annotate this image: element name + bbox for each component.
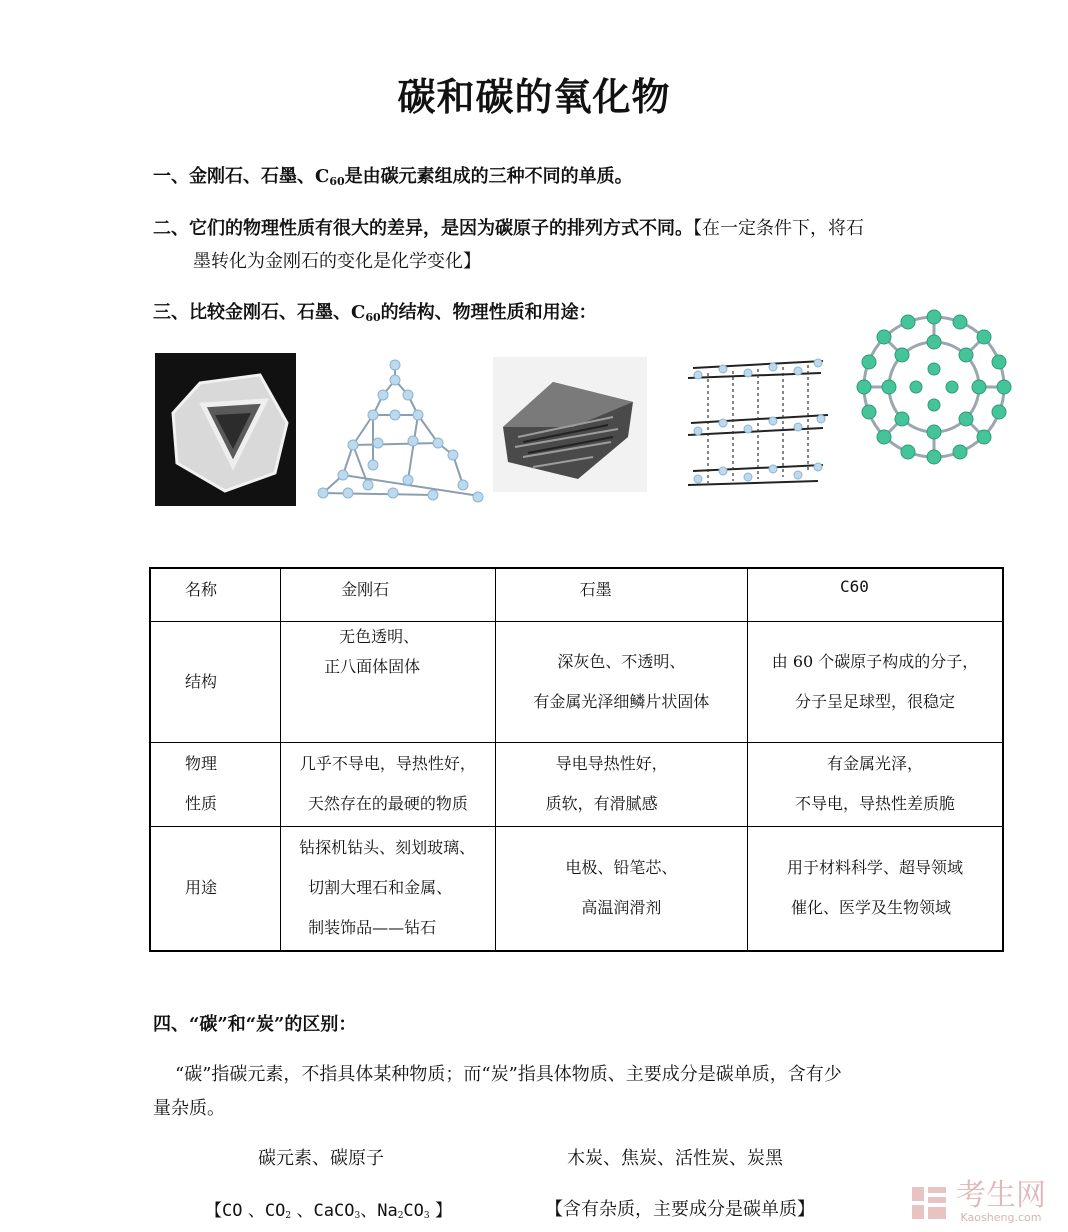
kaosheng-logo-icon: [910, 1183, 950, 1223]
graphite-photo: [493, 357, 647, 492]
table-row: [150, 826, 1003, 951]
table-row: [150, 621, 1003, 742]
row-label: 用途: [150, 826, 281, 951]
cell-diamond-structure: 无色透明、 正八面体固体: [281, 621, 495, 742]
section-2-line-2: 墨转化为金刚石的变化是化学变化】: [193, 251, 481, 272]
diamond-structure: [313, 355, 488, 505]
comparison-table: [149, 567, 1004, 952]
charcoal-impurity-note: 【含有杂质，主要成分是碳单质】: [545, 1199, 815, 1220]
cell-graphite-structure: 深灰色、不透明、 有金属光泽细鳞片状固体: [495, 621, 747, 742]
cell-graphite-uses: 电极、铅笔芯、 高温润滑剂: [495, 826, 747, 951]
row-label: 结构: [150, 621, 281, 742]
cell-c60-structure: 由 60 个碳原子构成的分子， 分子呈足球型，很稳定: [748, 621, 1003, 742]
table-header-row: [150, 568, 1003, 621]
section-3: 三、比较金刚石、石墨、$C_{60}$的结构、物理性质和用途：: [153, 302, 597, 324]
header-name: 名称: [150, 568, 281, 621]
graphite-structure: [683, 353, 831, 495]
header-graphite: 石墨: [495, 568, 747, 621]
cell-graphite-properties: 导电导热性好， 质软，有滑腻感: [495, 742, 747, 826]
carbon-element-label: 碳元素、碳原子: [258, 1148, 384, 1169]
charcoal-substances-label: 木炭、焦炭、活性炭、炭黑: [567, 1148, 783, 1169]
watermark-logo: [910, 1178, 1046, 1224]
page-title: 碳和碳的氧化物: [397, 74, 671, 119]
cell-diamond-uses: 钻探机钻头、刻划玻璃、 切割大理石和金属、 制装饰品——钻石: [281, 826, 495, 951]
cell-c60-properties: 有金属光泽， 不导电，导热性差质脆: [748, 742, 1003, 826]
section-2-line-1: 二、它们的物理性质有很大的差异，是因为碳原子的排列方式不同。【在一定条件下，将石: [153, 218, 864, 239]
c60-structure: [855, 307, 1013, 467]
carbon-compounds-formulas: 【CO 、$CO_2$ 、CaCO$_3$、$Na_2CO_3$ 】: [205, 1201, 453, 1221]
cell-diamond-properties: 几乎不导电，导热性好， 天然存在的最硬的物质: [281, 742, 495, 826]
section-4-paragraph-line-1: “碳”指碳元素，不指具体某种物质；而“炭”指具体物质、主要成分是碳单质，含有少: [175, 1064, 842, 1085]
section-4-heading: 四、“碳”和“炭”的区别：: [153, 1014, 357, 1035]
row-label: 物理 性质: [150, 742, 281, 826]
table-row: [150, 742, 1003, 826]
section-4-paragraph-line-2: 量杂质。: [153, 1098, 225, 1119]
section-1: 一、金刚石、石墨、$C_{60}$是由碳元素组成的三种不同的单质。: [153, 166, 633, 188]
header-diamond: 金刚石: [281, 568, 495, 621]
diamond-photo: [155, 353, 296, 506]
watermark-text: 考生网: [956, 1178, 1046, 1213]
header-c60: C60: [748, 568, 1003, 621]
watermark-url: Kaosheng.com: [960, 1211, 1042, 1224]
cell-c60-uses: 用于材料科学、超导领域 催化、医学及生物领域: [748, 826, 1003, 951]
